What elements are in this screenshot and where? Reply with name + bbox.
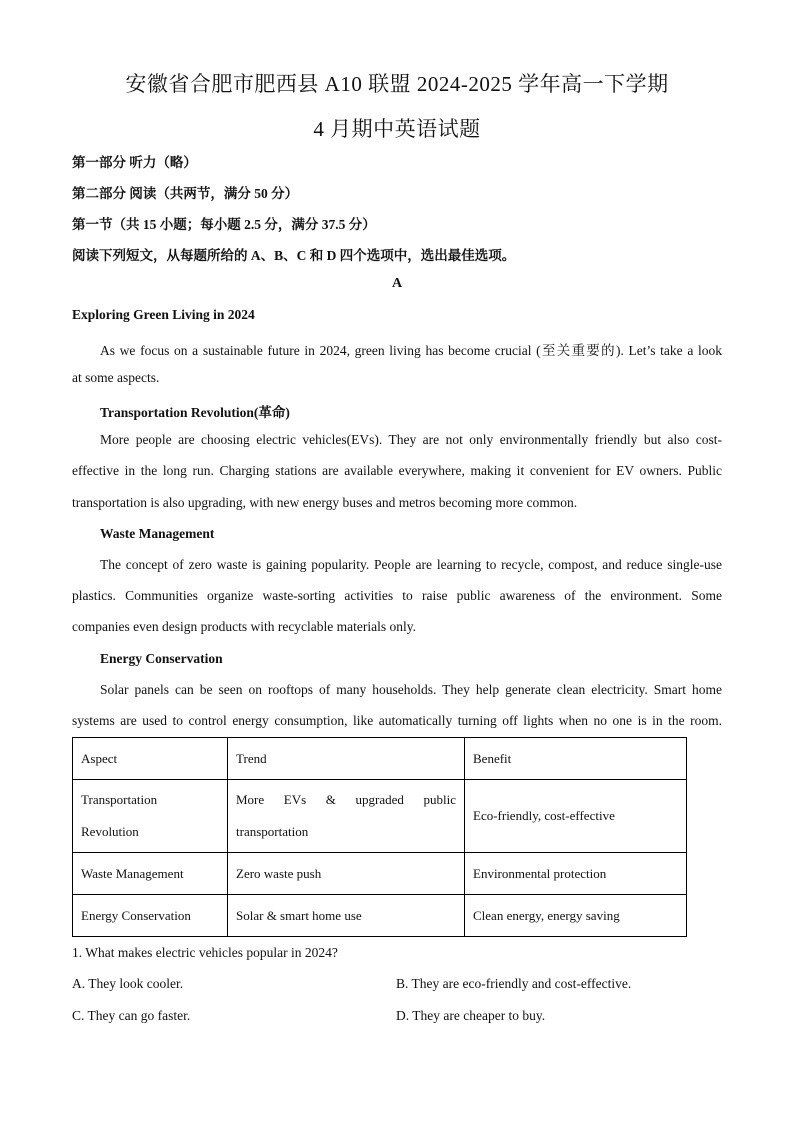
table-cell: [73, 780, 228, 853]
option-a[interactable]: A. They look cooler.: [72, 976, 184, 991]
section1-header: 第一节（共 15 小题；每小题 2.5 分，满分 37.5 分）: [72, 217, 376, 232]
page-title-line1: 安徽省合肥市肥西县 A10 联盟 2024-2025 学年高一下学期: [125, 72, 669, 96]
table-header-row: [73, 738, 687, 780]
table-cell: Environmental protection: [465, 853, 687, 895]
table-row: [73, 853, 687, 895]
transport-line-3: transportation is also upgrading, with new energy buses and metros becoming more common.: [72, 495, 578, 510]
energy-line-2: systems are used to control energy consumption, like automatically turning off lights when no one is in the room.: [72, 713, 722, 728]
transport-line-2: effective in the long run. Charging stations are available everywhere, making it convenient for EV owners. Public: [72, 463, 722, 478]
table-cell-text: More EVs & upgraded public transportation: [236, 792, 456, 839]
table-cell: Clean energy, energy saving: [465, 895, 687, 937]
table-header-cell: Aspect: [73, 738, 228, 780]
table-row: [73, 780, 687, 853]
passage-title: Exploring Green Living in 2024: [72, 307, 255, 322]
section-heading-energy: Energy Conservation: [100, 651, 223, 666]
section-heading-transportation: Transportation Revolution(革命): [100, 405, 290, 420]
intro-line-2: at some aspects.: [72, 370, 160, 385]
table-cell: Zero waste push: [228, 853, 465, 895]
table-row: [73, 895, 687, 937]
energy-line-1: Solar panels can be seen on rooftops of many households. They help generate clean electricity. Smart home: [100, 682, 722, 697]
table-cell: Eco-friendly, cost-effective: [465, 780, 687, 853]
table-cell: Waste Management: [73, 853, 228, 895]
table-header-cell: Benefit: [465, 738, 687, 780]
question-stem: 1. What makes electric vehicles popular in 2024?: [72, 945, 338, 960]
part2-header: 第二部分 阅读（共两节，满分 50 分）: [72, 186, 299, 201]
intro-line-1: As we focus on a sustainable future in 2024, green living has become crucial (至关重要的). Let’s take a look: [100, 343, 722, 358]
waste-line-2: plastics. Communities organize waste-sorting activities to raise public awareness of the environment. Some: [72, 588, 722, 603]
table-cell: Solar & smart home use: [228, 895, 465, 937]
waste-line-1: The concept of zero waste is gaining popularity. People are learning to recycle, compost, and reduce single-use: [100, 557, 722, 572]
waste-line-3: companies even design products with recyclable materials only.: [72, 619, 417, 634]
option-c[interactable]: C. They can go faster.: [72, 1008, 191, 1023]
section-heading-waste: Waste Management: [100, 526, 215, 541]
table-cell: Energy Conservation: [73, 895, 228, 937]
passage-letter: A: [391, 276, 403, 291]
summary-table: [72, 737, 687, 937]
table-header-cell: Trend: [228, 738, 465, 780]
table-cell: [228, 780, 465, 853]
table-cell-text: Transportation Revolution: [81, 792, 158, 839]
instruction: 阅读下列短文，从每题所给的 A、B、C 和 D 四个选项中，选出最佳选项。: [72, 248, 516, 263]
option-d[interactable]: D. They are cheaper to buy.: [396, 1008, 546, 1023]
transport-line-1: More people are choosing electric vehicles(EVs). They are not only environmentally friendly but also cost-: [100, 432, 722, 447]
option-b[interactable]: B. They are eco-friendly and cost-effective.: [396, 976, 632, 991]
part1-header: 第一部分 听力（略）: [72, 155, 197, 170]
page-title-line2: 4 月期中英语试题: [313, 117, 481, 141]
